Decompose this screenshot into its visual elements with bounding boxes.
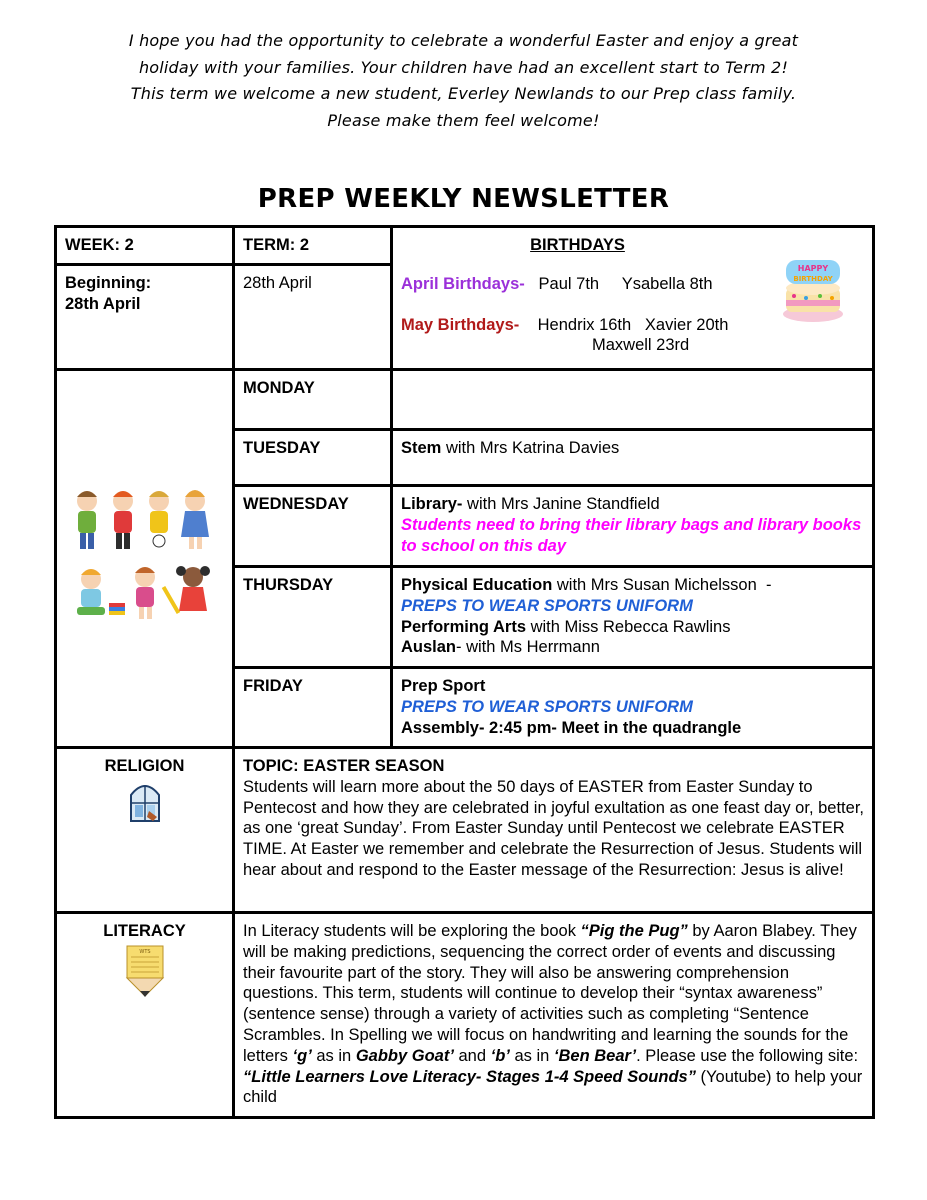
wednesday-content xyxy=(392,486,874,567)
stained-glass-icon xyxy=(127,781,163,823)
may-label: May Birthdays- xyxy=(401,315,520,334)
arts-detail: with Miss Rebecca Rawlins xyxy=(526,617,731,636)
religion-label: RELIGION xyxy=(104,757,185,775)
term-cell: TERM: 2 xyxy=(234,227,392,265)
friday-sport: Prep Sport xyxy=(401,677,486,695)
literacy-text-3: as in xyxy=(311,1046,356,1065)
literacy-letter-g: ‘g’ xyxy=(292,1046,312,1065)
may-names-2: Maxwell 23rd xyxy=(592,336,690,355)
literacy-ben-bear: ‘Ben Bear’ xyxy=(553,1046,637,1065)
literacy-gabby-goat: Gabby Goat’ xyxy=(355,1046,454,1065)
wednesday-detail: with Mrs Janine Standfield xyxy=(462,495,660,513)
literacy-text-2: by Aaron Blabey. They will be making predictions, sequencing the correct order of events and discussing their favourite part of the story. They will also be answering comprehension questions. This term, students will continue to develop their “syntax awareness” (sentence sense) through a variety of activities such as completing “Sentence Scrambles. In Spelling we will focus on handwriting and learning the sounds for the letters xyxy=(243,922,857,1065)
literacy-letter-b: ‘b’ xyxy=(490,1046,510,1065)
religion-topic: TOPIC: EASTER SEASON xyxy=(243,757,445,775)
friday-content xyxy=(392,668,874,748)
svg-text:WTS: WTS xyxy=(138,948,151,955)
religion-label-cell xyxy=(56,748,234,913)
intro-line: Please make them feel welcome! xyxy=(327,110,600,130)
auslan-subject: Auslan xyxy=(401,638,457,657)
monday-content xyxy=(392,370,874,430)
literacy-book-title: “Pig the Pug” xyxy=(580,922,688,940)
assembly-note: Assembly- 2:45 pm- Meet in the quadrangle xyxy=(401,718,742,737)
kids-image-cell xyxy=(56,370,234,748)
pe-detail: with Mrs Susan Michelsson - xyxy=(552,576,772,594)
religion-content xyxy=(234,748,874,913)
literacy-content xyxy=(234,913,874,1118)
svg-text:HAPPY: HAPPY xyxy=(797,264,829,273)
literacy-text-1: In Literacy students will be exploring the book xyxy=(243,922,581,940)
library-note: Students need to bring their library bags and library books to school on this day xyxy=(401,515,862,555)
friday-label: FRIDAY xyxy=(234,668,392,748)
thursday-content xyxy=(392,567,874,668)
literacy-text-7: (Youtube) to help your child xyxy=(243,1067,863,1107)
tuesday-label: TUESDAY xyxy=(234,430,392,486)
birthdays-heading: BIRTHDAYS xyxy=(530,236,625,254)
svg-text:BIRTHDAY: BIRTHDAY xyxy=(793,275,833,283)
birthdays-cell xyxy=(392,227,874,370)
intro-line: This term we welcome a new student, Everley Newlands to our Prep class family. xyxy=(130,84,797,104)
religion-body: Students will learn more about the 50 days of EASTER from Easter Sunday to Pentecost and how they are celebrated in joyful exultation as one feast day or, better, as one ‘great Sunday’. From Easter Sunday until Pentecost we celebrate EASTER TIME. At Easter we remember and celebrate the Resurrection of Jesus. Students will hear about and respond to the Easter message of the Resurrection: Jesus is alive! xyxy=(243,777,864,879)
term-date-cell: 28th April xyxy=(234,265,392,370)
page-title: PREP WEEKLY NEWSLETTER xyxy=(257,184,670,214)
wednesday-subject: Library- xyxy=(401,495,463,513)
arts-subject: Performing Arts xyxy=(401,617,526,636)
wednesday-label: WEDNESDAY xyxy=(234,486,392,567)
literacy-label: LITERACY xyxy=(103,922,186,940)
tuesday-content xyxy=(392,430,874,486)
intro-line: I hope you had the opportunity to celebrate a wonderful Easter and enjoy a great xyxy=(128,31,799,50)
literacy-label-cell xyxy=(56,913,234,1118)
birthday-cake-icon xyxy=(780,252,846,324)
auslan-detail: - with Ms Herrmann xyxy=(456,638,600,657)
literacy-site: “Little Learners Love Literacy- Stages 1-4 Speed Sounds” xyxy=(243,1067,696,1086)
tuesday-subject: Stem xyxy=(401,439,442,457)
kids-illustration xyxy=(69,481,221,631)
tuesday-detail: with Mrs Katrina Davies xyxy=(441,439,620,457)
monday-label: MONDAY xyxy=(234,370,392,430)
pe-subject: Physical Education xyxy=(401,576,553,594)
week-cell: WEEK: 2 xyxy=(56,227,234,265)
intro-message xyxy=(60,28,867,134)
april-label: April Birthdays- xyxy=(401,274,525,293)
beginning-label: Beginning: xyxy=(65,274,152,292)
intro-line: holiday with your families. Your children have had an excellent start to Term 2! xyxy=(138,57,789,77)
friday-uniform-note: PREPS TO WEAR SPORTS UNIFORM xyxy=(401,697,693,716)
april-names: Paul 7th Ysabella 8th xyxy=(538,274,713,293)
literacy-text-4: and xyxy=(453,1046,491,1065)
beginning-cell xyxy=(56,265,234,370)
beginning-date: 28th April xyxy=(65,294,141,313)
literacy-text-6: . Please use the following site: xyxy=(636,1046,859,1065)
newsletter-table xyxy=(54,225,875,1119)
may-names: Hendrix 16th Xavier 20th xyxy=(537,315,729,334)
thursday-label: THURSDAY xyxy=(234,567,392,668)
pencil-icon xyxy=(123,944,167,1000)
literacy-text-5: as in xyxy=(509,1046,554,1065)
thursday-uniform-note: PREPS TO WEAR SPORTS UNIFORM xyxy=(401,596,693,615)
